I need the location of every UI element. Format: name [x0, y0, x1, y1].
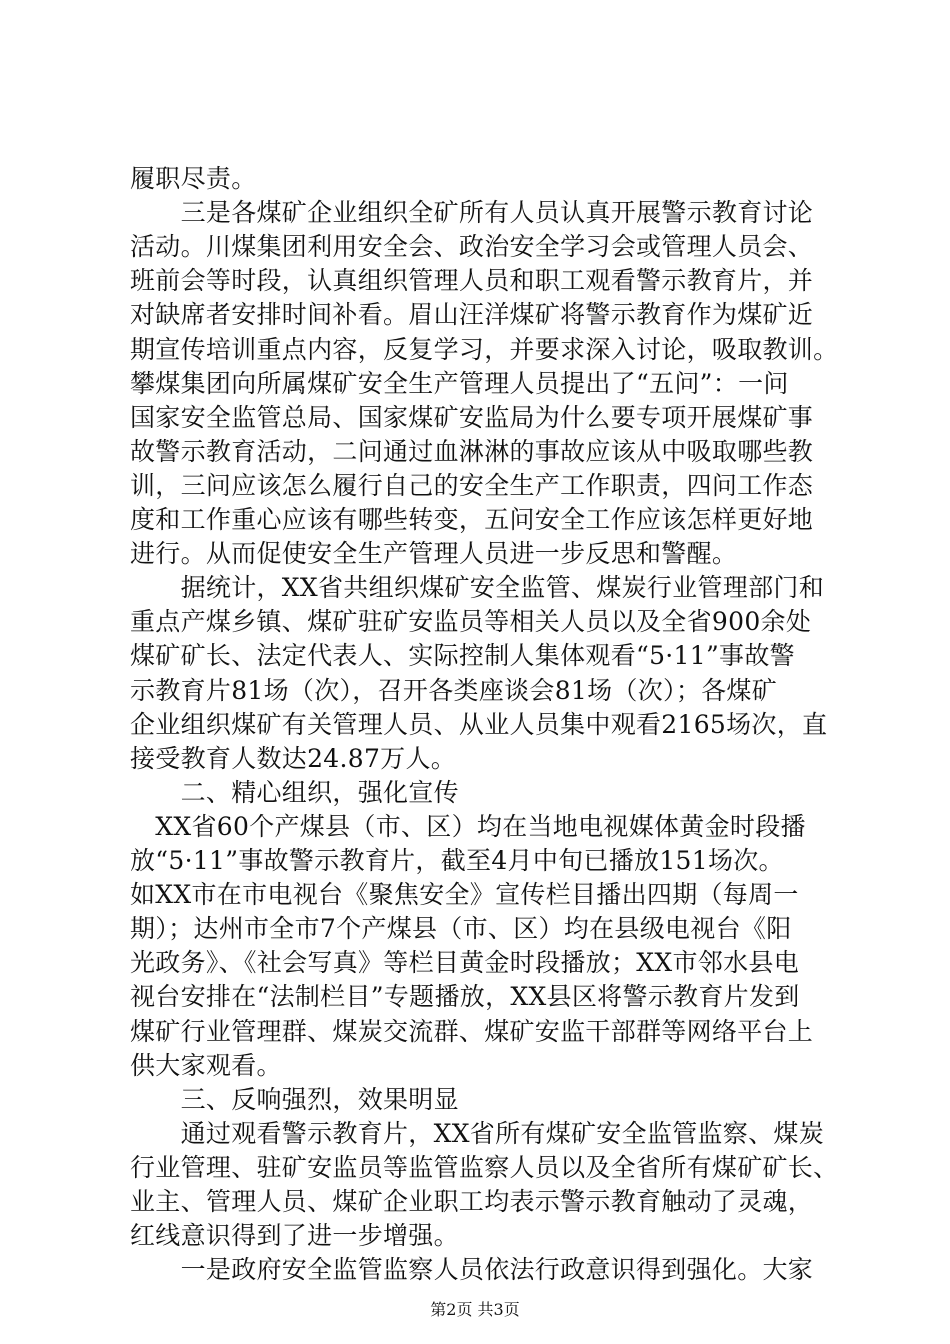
text-line: 度和工作重心应该有哪些转变，五问安全工作应该怎样更好地	[130, 505, 814, 534]
text-line: 业主、管理人员、煤矿企业职工均表示警示教育触动了灵魂，	[130, 1187, 814, 1216]
text-line: 如XX市在市电视台《聚焦安全》宣传栏目播出四期（每周一	[130, 880, 799, 910]
text-line: 对缺席者安排时间补看。眉山汪洋煤矿将警示教育作为煤矿近	[130, 300, 814, 330]
page-footer: 第2页 共3页	[430, 1300, 520, 1319]
text-line: 光政务》、《社会写真》等栏目黄金时段播放；XX市邻水县电	[130, 948, 799, 978]
text-line: 班前会等时段，认真组织管理人员和职工观看警示教育片，并	[130, 266, 814, 296]
text-line: 训，三问应该怎么履行自己的安全生产工作职责，四问工作态	[130, 470, 814, 500]
text-line: 进行。从而促使安全生产管理人员进一步反思和警醒。	[130, 539, 738, 569]
text-line: 行业管理、驻矿安监员等监管监察人员以及全省所有煤矿矿长、	[130, 1152, 839, 1182]
text-line: 履职尽责。	[130, 164, 257, 193]
text-line: 示教育片81场（次），召开各类座谈会81场（次）；各煤矿	[130, 675, 778, 705]
text-line: 据统计，XX省共组织煤矿安全监管、煤炭行业管理部门和	[130, 573, 824, 603]
text-line: 企业组织煤矿有关管理人员、从业人员集中观看2165场次，直	[130, 709, 828, 739]
text-line: 供大家观看。	[130, 1050, 282, 1080]
text-line: 通过观看警示教育片，XX省所有煤矿安全监管监察、煤炭	[130, 1118, 824, 1148]
text-line: 期宣传培训重点内容，反复学习，并要求深入讨论，吸取教训。	[130, 334, 839, 364]
text-line: 重点产煤乡镇、煤矿驻矿安监员等相关人员以及全省900余处	[130, 607, 812, 637]
text-line: 三、反响强烈，效果明显	[130, 1084, 459, 1114]
text-line: 国家安全监管总局、国家煤矿安监局为什么要专项开展煤矿事	[130, 402, 814, 432]
text-line: 红线意识得到了进一步增强。	[130, 1221, 459, 1251]
text-line: 二、精心组织，强化宣传	[130, 777, 459, 807]
text-line: 故警示教育活动，二问通过血淋淋的事故应该从中吸取哪些教	[130, 436, 814, 466]
text-line: 视台安排在“法制栏目”专题播放，XX县区将警示教育片发到	[130, 982, 800, 1012]
text-line: XX省60个产煤县（市、区）均在当地电视媒体黄金时段播	[130, 811, 806, 841]
text-line: 放“5·11”事故警示教育片，截至4月中旬已播放151场次。	[130, 846, 784, 875]
text-line: 一是政府安全监管监察人员依法行政意识得到强化。大家	[130, 1255, 814, 1285]
text-line: 活动。川煤集团利用安全会、政治安全学习会或管理人员会、	[130, 232, 814, 262]
text-line: 煤矿矿长、法定代表人、实际控制人集体观看“5·11”事故警	[130, 641, 795, 671]
text-line: 期）；达州市全市7个产煤县（市、区）均在县级电视台《阳	[130, 914, 792, 944]
text-line: 煤矿行业管理群、煤炭交流群、煤矿安监干部群等网络平台上	[130, 1016, 814, 1046]
text-line: 攀煤集团向所属煤矿安全生产管理人员提出了“五问”：一问	[130, 368, 789, 398]
text-line: 接受教育人数达24.87万人。	[130, 743, 457, 773]
text-line: 三是各煤矿企业组织全矿所有人员认真开展警示教育讨论	[130, 198, 814, 228]
